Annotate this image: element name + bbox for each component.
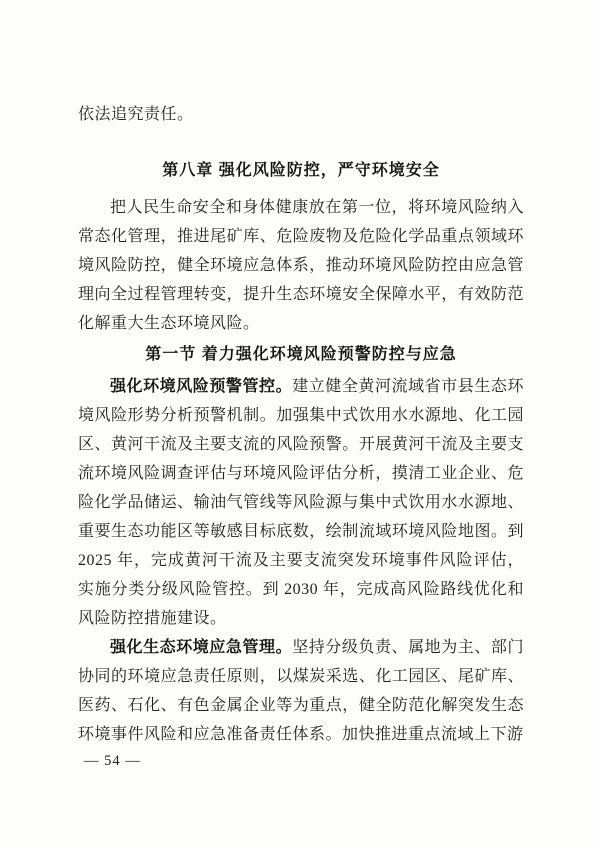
section-heading: 第一节 着力强化环境风险预警防控与应急 bbox=[145, 346, 457, 363]
paragraph-lead-risk-warning: 强化环境风险预警管控。 bbox=[110, 378, 293, 395]
paragraph-continuation: 依法追究责任。 bbox=[78, 106, 194, 123]
paragraph-body-emergency-management: 坚持分级负责、属地为主、部门协同的环境应急责任原则，以煤炭采选、化工园区、尾矿库、医药、石化、有色金属企业等为重点，健全防范化解突发生态环境事件风险和应急准备责任体系。加快推进重点流域上下游 bbox=[78, 639, 524, 743]
chapter-intro-paragraph: 把人民生命安全和身体健康放在第一位，将环境风险纳入常态化管理，推进尾矿库、危险废物及危险化学品重点领域环境风险防控，健全环境应急体系，推动环境风险防控由应急管理向全过程管理转变，提升生态环境安全保障水平，有效防范化解重大生态环境风险。 bbox=[78, 199, 524, 332]
page-number: — 54 — bbox=[84, 753, 141, 769]
paragraph-risk-warning-control bbox=[78, 372, 524, 633]
paragraph-lead-emergency-management: 强化生态环境应急管理。 bbox=[110, 639, 293, 656]
chapter-heading: 第八章 强化风险防控，严守环境安全 bbox=[162, 162, 440, 179]
document-page bbox=[78, 0, 524, 848]
paragraph-emergency-management bbox=[78, 633, 524, 749]
paragraph-body-risk-warning: 建立健全黄河流域省市县生态环境风险形势分析预警机制。加强集中式饮用水水源地、化工园区、黄河干流及主要支流的风险预警。开展黄河干流及主要支流环境风险调查评估与环境风险评估分析，摸清工业企业、危险化学品储运、输油气管线等风险源与集中式饮用水水源地、重要生态功能区等敏感目标底数，绘制流域环境风险地图。到 2025 年，完成黄河干流及主要支流突发环境事件风险评估，实施分类分级风险管控。到 2030 年，完成高风险路线优化和风险防控措施建设。 bbox=[78, 378, 524, 627]
